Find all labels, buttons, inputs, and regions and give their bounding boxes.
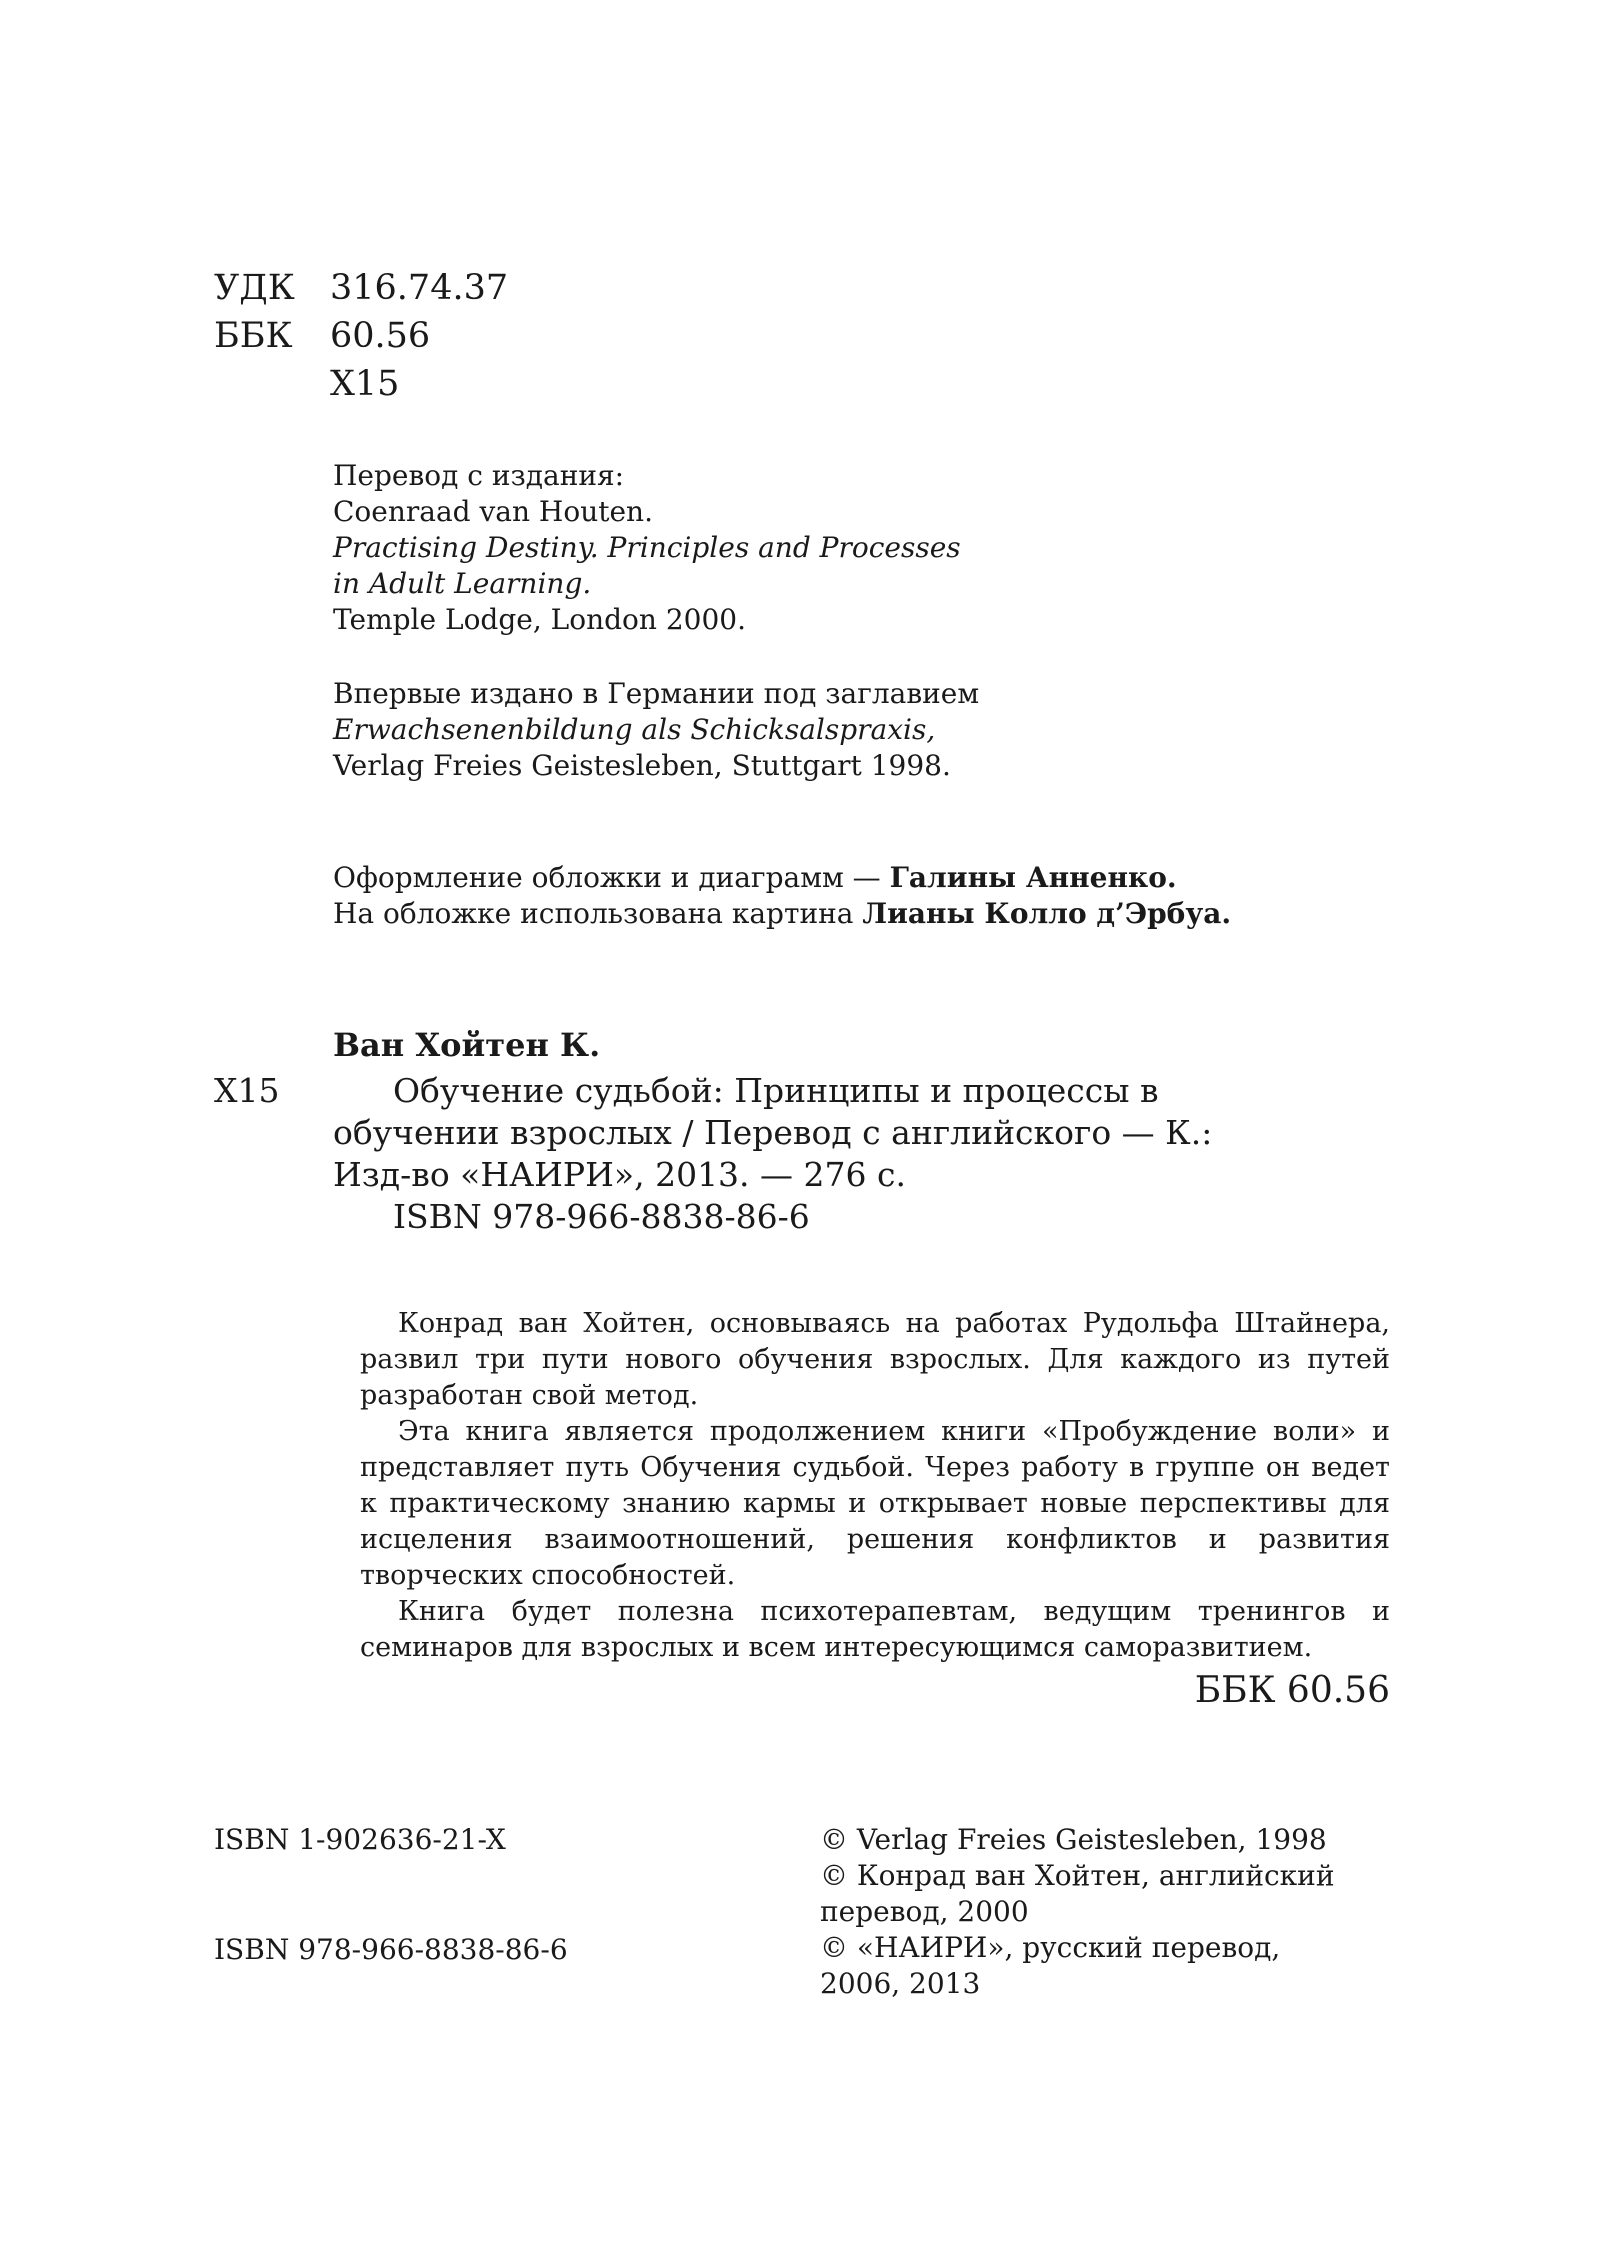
- catalog-line1: Обучение судьбой: Принципы и процессы в: [393, 1071, 1159, 1110]
- original-title-line1: Practising Destiny. Principles and Processes: [333, 531, 961, 564]
- cover-credit-name: Галины Анненко.: [889, 861, 1177, 894]
- catalog-isbn: ISBN 978-966-8838-86-6: [393, 1197, 810, 1236]
- original-title-line2: in Adult Learning.: [333, 567, 592, 600]
- annotation-paragraph-3: Книга будет полезна психотерапевтам, ведущим тренингов и семинаров для взрослых и всем интересующимся саморазвитием.: [360, 1596, 1390, 1663]
- catalog-line3: Изд-во «НАИРИ», 2013. — 276 с.: [333, 1155, 906, 1194]
- first-edition-label: Впервые издано в Германии под заглавием: [333, 677, 980, 710]
- copyright-russian-line1: © «НАИРИ», русский перевод,: [820, 1931, 1281, 1964]
- udk-value: 316.74.37: [330, 268, 509, 308]
- cover-credit-label: Оформление обложки и диаграмм —: [333, 861, 890, 894]
- catalog-line2: обучении взрослых / Перевод с английского — К.:: [333, 1113, 1213, 1152]
- copyrights: [820, 1822, 1335, 2002]
- annotation-bbk: ББК 60.56: [1194, 1670, 1390, 1711]
- catalog-entry: [333, 1070, 1212, 1238]
- bbk-label: ББК: [214, 316, 293, 356]
- painting-credit-name: Лианы Колло д’Эрбуа.: [862, 897, 1232, 930]
- original-publisher: Temple Lodge, London 2000.: [333, 603, 746, 636]
- copyright-english-line2: перевод, 2000: [820, 1895, 1029, 1928]
- author-mark: Х15: [330, 364, 400, 404]
- catalog-author: Ван Хойтен К.: [333, 1026, 601, 1064]
- original-author: Coenraad van Houten.: [333, 495, 653, 528]
- credits: [333, 860, 1231, 932]
- bbk-value: 60.56: [330, 316, 431, 356]
- first-edition-title: Erwachsenenbildung als Schicksalspraxis,: [333, 713, 936, 746]
- copyright-russian-line2: 2006, 2013: [820, 1967, 981, 2000]
- annotation-paragraph-2: Эта книга является продолжением книги «Пробуждение воли» и представляет путь Обучения судьбой. Через работу в группе он ведет к практическому знанию кармы и открывает новые перспективы для исцеления взаимоотношений, решения конфликтов и развития творческих способностей.: [360, 1416, 1390, 1591]
- isbn-original: ISBN 1-902636-21-X: [214, 1823, 506, 1856]
- translation-label: Перевод с издания:: [333, 459, 625, 492]
- isbn-russian: ISBN 978-966-8838-86-6: [214, 1933, 568, 1966]
- cover-credit: [333, 860, 1231, 896]
- annotation-paragraph-1: Конрад ван Хойтен, основываясь на работах Рудольфа Штайнера, развил три пути нового обучения взрослых. Для каждого из путей разработан свой метод.: [360, 1308, 1390, 1411]
- annotation: [360, 1306, 1390, 1666]
- painting-credit: [333, 896, 1231, 932]
- udk-label: УДК: [214, 268, 295, 308]
- copyright-english-line1: © Конрад ван Хойтен, английский: [820, 1859, 1335, 1892]
- painting-credit-label: На обложке использована картина: [333, 897, 863, 930]
- copyright-original: © Verlag Freies Geistesleben, 1998: [820, 1823, 1327, 1856]
- translation-source: [333, 458, 961, 638]
- catalog-mark: Х15: [214, 1071, 280, 1110]
- first-edition: [333, 676, 979, 784]
- first-edition-publisher: Verlag Freies Geistesleben, Stuttgart 1998.: [333, 749, 951, 782]
